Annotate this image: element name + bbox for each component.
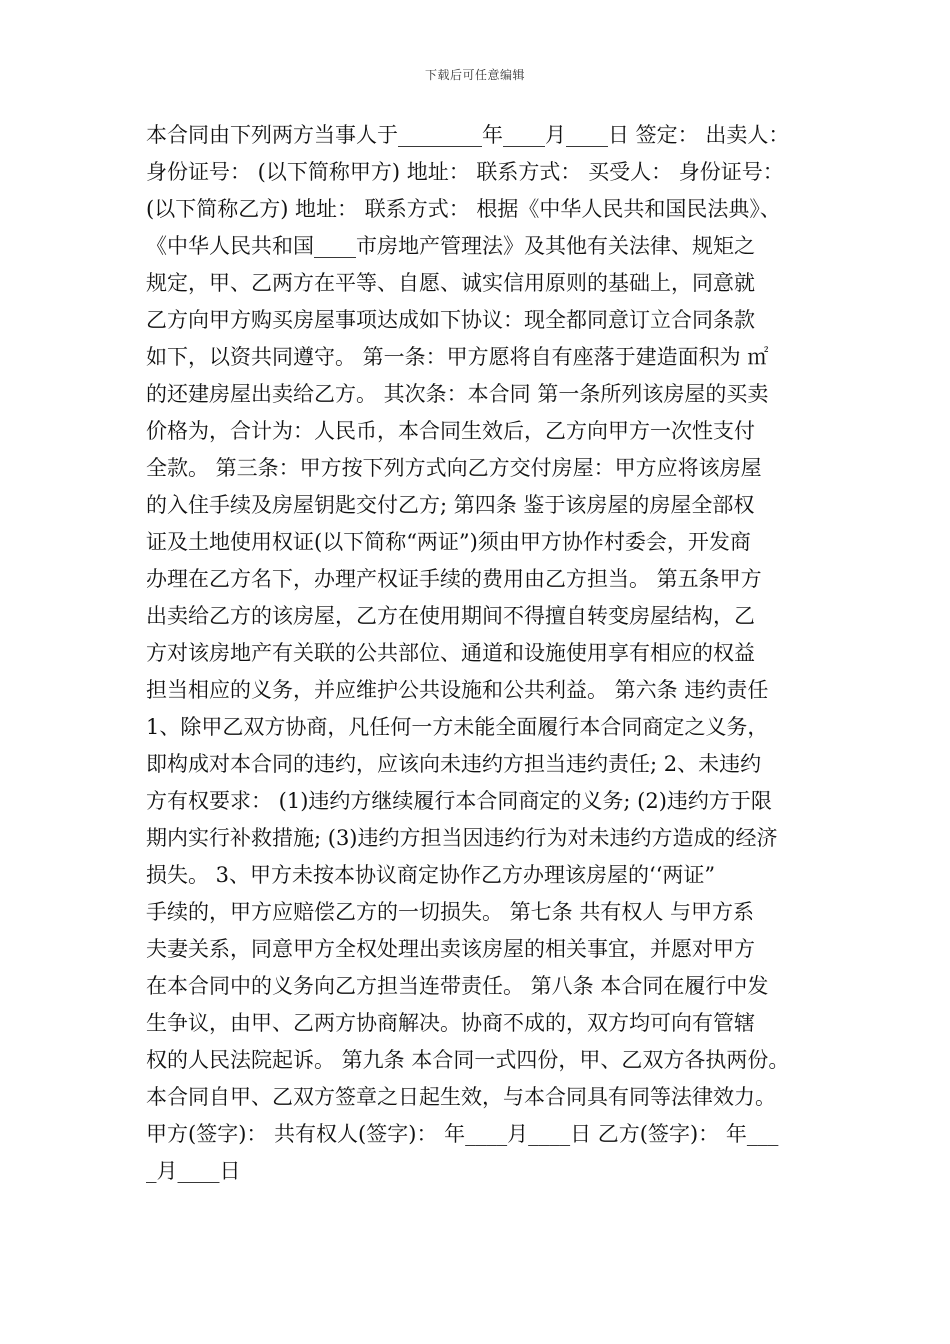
contract-line: 的入住手续及房屋钥匙交付乙方; 第四条 鉴于该房屋的房屋全部权 xyxy=(146,493,755,517)
contract-line: 全款。 第三条：甲方按下列方式向乙方交付房屋：甲方应将该房屋 xyxy=(146,456,762,480)
contract-line: 方对该房地产有关联的公共部位、通道和设施使用享有相应的权益 xyxy=(146,641,755,665)
contract-line: 本合同由下列两方当事人于________年____月____日 签定： 出卖人： xyxy=(146,123,790,147)
contract-line: _月____日 xyxy=(146,1159,241,1183)
contract-line: 证及土地使用权证(以下简称“两证”)须由甲方协作村委会，开发商 xyxy=(146,530,751,554)
contract-line: 损失。 3、甲方未按本协议商定协作乙方办理该房屋的‘‘两证” xyxy=(146,863,716,887)
page-header: 下载后可任意编辑 xyxy=(424,68,525,82)
contract-body xyxy=(146,117,826,1190)
contract-line: (以下简称乙方) 地址： 联系方式： 根据《中华人民共和国民法典》、 xyxy=(146,197,781,221)
contract-line: 即构成对本合同的违约，应该向未违约方担当违约责任; 2、未违约 xyxy=(146,752,762,776)
contract-line: 甲方(签字)： 共有权人(签字)： 年____月____日 乙方(签字)： 年___ xyxy=(146,1122,779,1146)
contract-line: 价格为，合计为：人民币，本合同生效后，乙方向甲方一次性支付 xyxy=(146,419,755,443)
contract-line: 生争议，由甲、乙两方协商解决。协商不成的，双方均可向有管辖 xyxy=(146,1011,755,1035)
contract-line: 手续的，甲方应赔偿乙方的一切损失。 第七条 共有权人 与甲方系 xyxy=(146,900,755,924)
contract-line: 1、除甲乙双方协商，凡任何一方未能全面履行本合同商定之义务， xyxy=(146,715,769,739)
contract-line: 如下，以资共同遵守。 第一条：甲方愿将自有座落于建造面积为 ㎡ xyxy=(146,345,769,369)
contract-line: 在本合同中的义务向乙方担当连带责任。 第八条 本合同在履行中发 xyxy=(146,974,769,998)
contract-line: 办理在乙方名下，办理产权证手续的费用由乙方担当。 第五条甲方 xyxy=(146,567,762,591)
contract-line: 本合同自甲、乙双方签章之日起生效，与本合同具有同等法律效力。 xyxy=(146,1085,776,1109)
contract-line: 规定，甲、乙两方在平等、自愿、诚实信用原则的基础上，同意就 xyxy=(146,271,755,295)
contract-line: 出卖给乙方的该房屋，乙方在使用期间不得擅自转变房屋结构，乙 xyxy=(146,604,755,628)
contract-line: 身份证号： (以下简称甲方) 地址： 联系方式： 买受人： 身份证号： xyxy=(146,160,784,184)
contract-line: 期内实行补救措施; (3)违约方担当因违约行为对未违约方造成的经济 xyxy=(146,826,778,850)
contract-line: 权的人民法院起诉。 第九条 本合同一式四份，甲、乙双方各执两份。 xyxy=(146,1048,790,1072)
contract-line: 夫妻关系，同意甲方全权处理出卖该房屋的相关事宜，并愿对甲方 xyxy=(146,937,755,961)
contract-line: 方有权要求： (1)违约方继续履行本合同商定的义务; (2)违约方于限 xyxy=(146,789,772,813)
contract-line: 担当相应的义务，并应维护公共设施和公共利益。 第六条 违约责任 xyxy=(146,678,769,702)
contract-line: 《中华人民共和国____市房地产管理法》及其他有关法律、规矩之 xyxy=(146,234,755,258)
contract-line: 乙方向甲方购买房屋事项达成如下协议：现全都同意订立合同条款 xyxy=(146,308,755,332)
contract-line: 的还建房屋出卖给乙方。 其次条：本合同 第一条所列该房屋的买卖 xyxy=(146,382,769,406)
